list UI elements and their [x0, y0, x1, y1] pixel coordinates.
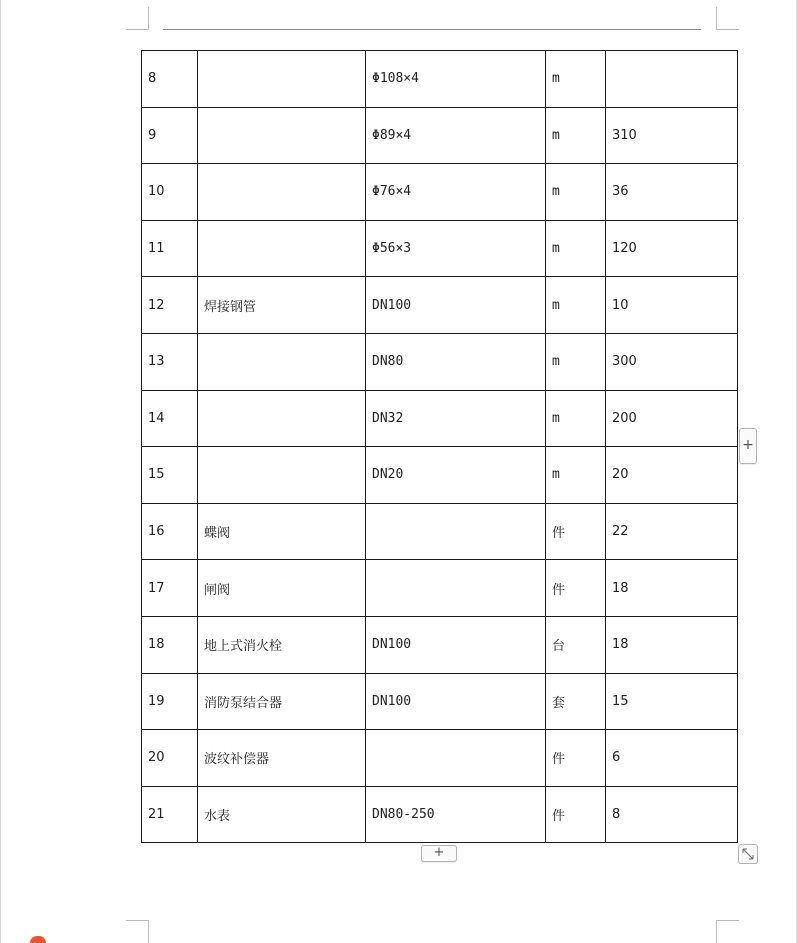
- cell-number[interactable]: 14: [142, 390, 198, 447]
- cell-quantity[interactable]: 18: [606, 616, 738, 673]
- cell-name[interactable]: [198, 220, 366, 277]
- cell-number[interactable]: 9: [142, 107, 198, 164]
- table-row: [142, 333, 738, 390]
- cell-quantity[interactable]: 15: [606, 673, 738, 730]
- table-row: [142, 277, 738, 334]
- cell-number[interactable]: 20: [142, 730, 198, 787]
- cell-quantity[interactable]: 10: [606, 277, 738, 334]
- page-corner-mark-bottom-left: [126, 920, 149, 943]
- cell-number[interactable]: 18: [142, 616, 198, 673]
- cell-unit[interactable]: m: [546, 390, 606, 447]
- cell-unit[interactable]: 套: [546, 673, 606, 730]
- header-rule: [163, 29, 701, 30]
- cell-spec[interactable]: DN80: [366, 333, 546, 390]
- cell-unit[interactable]: m: [546, 333, 606, 390]
- cell-quantity[interactable]: 20: [606, 447, 738, 504]
- cell-name[interactable]: 波纹补偿器: [198, 730, 366, 787]
- cell-name[interactable]: [198, 51, 366, 108]
- cell-unit[interactable]: m: [546, 277, 606, 334]
- cell-spec[interactable]: DN100: [366, 616, 546, 673]
- table-row: [142, 107, 738, 164]
- cell-spec[interactable]: DN32: [366, 390, 546, 447]
- cell-spec[interactable]: [366, 503, 546, 560]
- table-row: [142, 220, 738, 277]
- cell-name[interactable]: 闸阀: [198, 560, 366, 617]
- cell-name[interactable]: 焊接钢管: [198, 277, 366, 334]
- table-row: [142, 616, 738, 673]
- cell-quantity[interactable]: 200: [606, 390, 738, 447]
- cell-number[interactable]: 13: [142, 333, 198, 390]
- cell-name[interactable]: 地上式消火栓: [198, 616, 366, 673]
- cell-number[interactable]: 15: [142, 447, 198, 504]
- materials-table: [141, 50, 738, 843]
- page-corner-mark-top-right: [716, 7, 739, 30]
- cell-number[interactable]: 17: [142, 560, 198, 617]
- cell-number[interactable]: 16: [142, 503, 198, 560]
- cell-name[interactable]: [198, 164, 366, 221]
- cell-spec[interactable]: [366, 560, 546, 617]
- cell-quantity[interactable]: 310: [606, 107, 738, 164]
- table-row: [142, 786, 738, 843]
- cell-number[interactable]: 21: [142, 786, 198, 843]
- cell-quantity[interactable]: 22: [606, 503, 738, 560]
- table-row: [142, 164, 738, 221]
- page-left-edge: [0, 0, 1, 943]
- table-row: [142, 390, 738, 447]
- cell-spec[interactable]: DN100: [366, 277, 546, 334]
- cell-quantity[interactable]: 8: [606, 786, 738, 843]
- cell-number[interactable]: 10: [142, 164, 198, 221]
- cell-name[interactable]: [198, 333, 366, 390]
- cell-name[interactable]: 水表: [198, 786, 366, 843]
- table-row: [142, 560, 738, 617]
- cell-unit[interactable]: 件: [546, 503, 606, 560]
- cell-quantity[interactable]: 36: [606, 164, 738, 221]
- table-body: [142, 51, 738, 843]
- table-row: [142, 730, 738, 787]
- table-row: [142, 673, 738, 730]
- cell-unit[interactable]: 件: [546, 730, 606, 787]
- table-resize-icon[interactable]: [738, 844, 758, 864]
- cell-unit[interactable]: 件: [546, 786, 606, 843]
- add-column-button[interactable]: +: [739, 428, 757, 464]
- cell-name[interactable]: [198, 447, 366, 504]
- cell-quantity[interactable]: 6: [606, 730, 738, 787]
- cell-quantity[interactable]: 18: [606, 560, 738, 617]
- cell-name[interactable]: [198, 107, 366, 164]
- cell-name[interactable]: 消防泵结合器: [198, 673, 366, 730]
- page-corner-mark-bottom-right: [716, 920, 739, 943]
- cell-name[interactable]: 蝶阀: [198, 503, 366, 560]
- cell-spec[interactable]: DN20: [366, 447, 546, 504]
- diagonal-arrows-icon: [739, 845, 757, 863]
- table-row: [142, 51, 738, 108]
- cell-unit[interactable]: m: [546, 447, 606, 504]
- cell-unit[interactable]: m: [546, 220, 606, 277]
- cell-spec[interactable]: Φ56×3: [366, 220, 546, 277]
- cell-quantity[interactable]: 300: [606, 333, 738, 390]
- cell-number[interactable]: 19: [142, 673, 198, 730]
- cell-spec[interactable]: [366, 730, 546, 787]
- cell-unit[interactable]: m: [546, 107, 606, 164]
- cell-name[interactable]: [198, 390, 366, 447]
- table-row: [142, 503, 738, 560]
- cell-spec[interactable]: DN80-250: [366, 786, 546, 843]
- cell-number[interactable]: 12: [142, 277, 198, 334]
- cell-quantity[interactable]: 120: [606, 220, 738, 277]
- cell-quantity[interactable]: [606, 51, 738, 108]
- cell-unit[interactable]: 台: [546, 616, 606, 673]
- add-row-button[interactable]: +: [421, 845, 457, 862]
- cell-number[interactable]: 11: [142, 220, 198, 277]
- cell-spec[interactable]: DN100: [366, 673, 546, 730]
- cell-spec[interactable]: Φ108×4: [366, 51, 546, 108]
- app-logo-fragment: [30, 936, 46, 943]
- page-corner-mark-top-left: [126, 7, 149, 30]
- table-row: [142, 447, 738, 504]
- cell-unit[interactable]: 件: [546, 560, 606, 617]
- cell-spec[interactable]: Φ76×4: [366, 164, 546, 221]
- cell-spec[interactable]: Φ89×4: [366, 107, 546, 164]
- cell-number[interactable]: 8: [142, 51, 198, 108]
- cell-unit[interactable]: m: [546, 51, 606, 108]
- cell-unit[interactable]: m: [546, 164, 606, 221]
